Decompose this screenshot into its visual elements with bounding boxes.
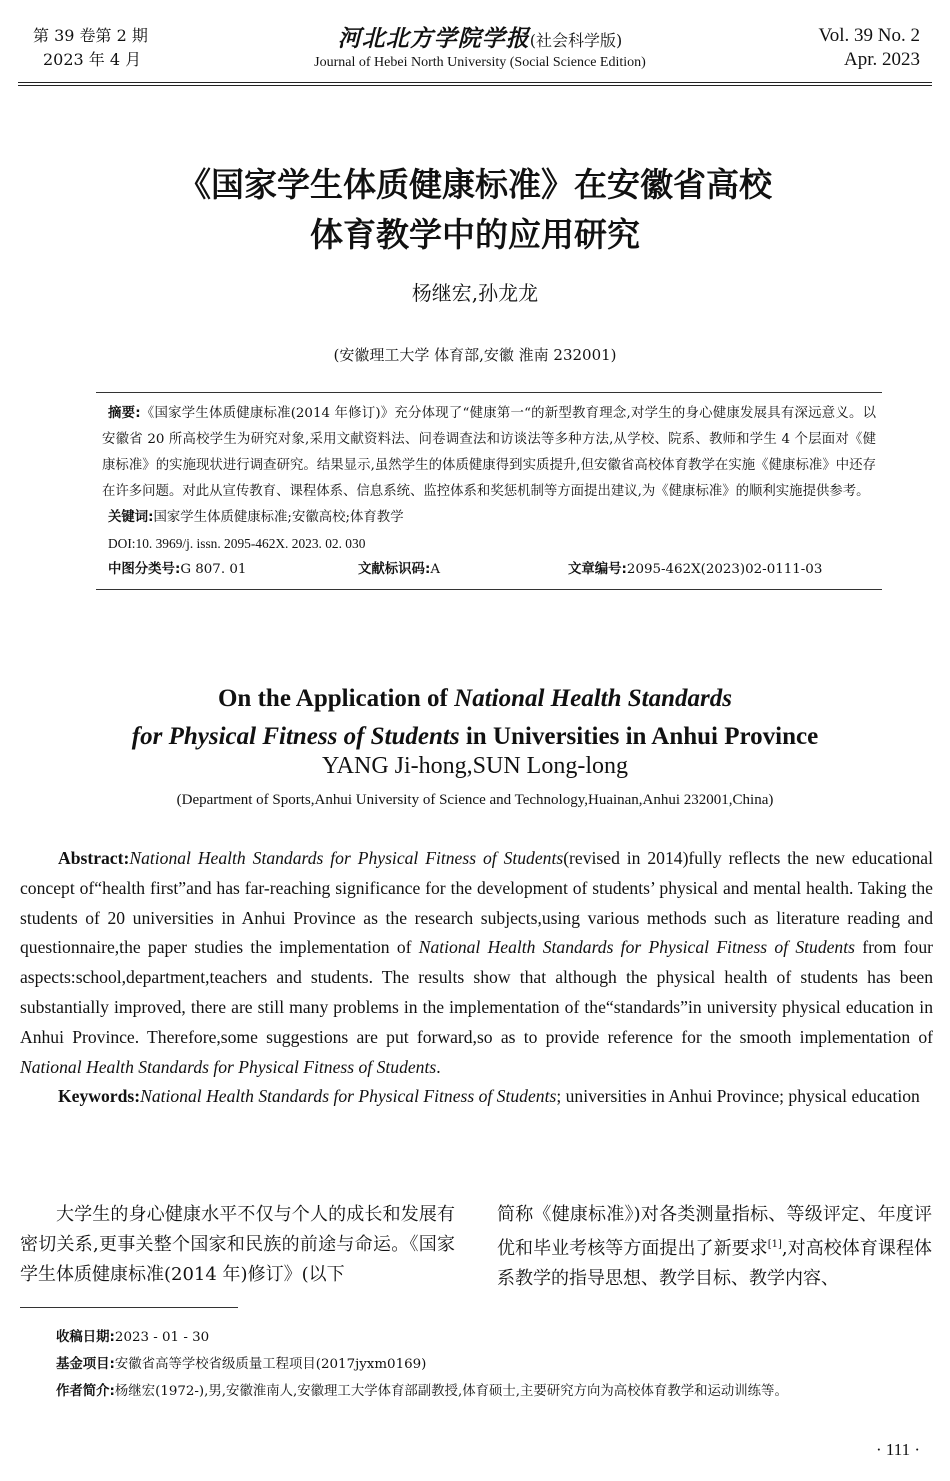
citation-ref: [1] [767, 1239, 782, 1250]
fund-value: 安徽省高等学校省级质量工程项目(2017jyxm0169) [114, 1357, 427, 1372]
journal-edition-cn: (社会科学版) [529, 31, 623, 50]
page-number: · 111 · [875, 1440, 920, 1459]
clc-field [102, 557, 358, 583]
article-no-value: 2095-462X(2023)02-0111-03 [626, 562, 823, 577]
header-right [818, 24, 920, 72]
abstract-en-italic1: National Health Standards for Physical Fitness of Students [129, 848, 564, 868]
footnote-rule [20, 1307, 238, 1308]
journal-logo-cn: 河北北方学院学报 [337, 25, 530, 52]
keywords-en-rest: ; universities in Anhui Province; physical education [556, 1086, 920, 1107]
body-right-text-b: ,对高校体育课程体系教学的指导思想、教学目标、教学内容、 [497, 1238, 932, 1289]
doi-text: DOI:10. 3969/j. issn. 2095-462X. 2023. 02. 030 [108, 536, 366, 551]
clc-value: G 807. 01 [180, 562, 247, 577]
doc-code-label: 文献标识码: [358, 562, 431, 577]
body-right-column [497, 1200, 932, 1294]
clc-label: 中图分类号: [108, 562, 181, 577]
title-en-part4: in Universities in Anhui Province [459, 723, 819, 750]
title-cn [0, 160, 950, 260]
author-bio-value: 杨继宏(1972-),男,安徽淮南人,安徽理工大学体育部副教授,体育硕士,主要研究方向为高校体育教学和运动训练等。 [114, 1384, 788, 1399]
abstract-en-text3: . [436, 1056, 441, 1077]
title-en-part1: On the Application of [217, 685, 455, 712]
keywords-cn [102, 505, 876, 531]
header-left [33, 24, 148, 72]
abstract-en-label: Abstract: [58, 848, 130, 868]
affiliation-cn: (安徽理工大学 体育部,安徽 淮南 232001) [333, 346, 617, 364]
title-en [0, 680, 950, 756]
volume-en: Vol. 39 No. 2 [818, 25, 920, 46]
abstract-cn-box [96, 392, 882, 590]
volume-cn: 第 39 卷第 2 期 [33, 26, 148, 45]
header-rule [18, 82, 932, 86]
abstract-en-text2: from four aspects:school,department,teachers and students. The results show that although the physical health of students has been substantially improved, there are still many problems in the implementation of the“standards”in university physical education in Anhui Province. Therefore,some suggestions are put forward,so as to provide reference for the smooth implementation of [20, 937, 933, 1047]
abstract-cn [102, 401, 876, 505]
keywords-cn-label: 关键词: [108, 510, 154, 525]
title-en-part3: for Physical Fitness of Students [131, 723, 460, 750]
affiliation-en: (Department of Sports,Anhui University of Science and Technology,Huainan,Anhui 232001,China) [176, 792, 774, 808]
abstract-en-italic2: National Health Standards for Physical Fitness of Students [418, 937, 855, 958]
date-en: Apr. 2023 [844, 49, 920, 70]
abstract-cn-text: 《国家学生体质健康标准(2014 年修订)》充分体现了“健康第一“的新型教育理念,对学生的身心健康发展具有深远意义。以安徽省 20 所高校学生为研究对象,采用文献资料法、问卷调查法和访谈法等多种方法,从学校、院系、教师和学生 4 个层面对《健康标准》的实施现状进行调查研究。结果显示,虽然学生的体质健康得到实质提升,但安徽省高校体育教学在实施《健康标准》中还存在许多问题。对此从宣传教育、课程体系、信息系统、监控体系和奖惩机制等方面提出建议,为《健康标准》的顺利实施提供参考。 [102, 406, 876, 499]
journal-name-en: Journal of Hebei North University (Social Science Edition) [314, 55, 646, 70]
received-value: 2023 - 01 - 30 [114, 1330, 210, 1345]
body-left-column: 大学生的身心健康水平不仅与个人的成长和发展有密切关系,更事关整个国家和民族的前途与命运。《国家学生体质健康标准(2014 年)修订》(以下 [20, 1204, 455, 1285]
abstract-en [20, 844, 933, 1112]
keywords-en-label: Keywords: [58, 1086, 141, 1107]
body-right-text-a: 简称《健康标准》)对各类测量指标、等级评定、年度评优和毕业考核等方面提出了新要求 [497, 1204, 932, 1259]
classification-row [102, 557, 876, 583]
article-no-field [568, 557, 822, 583]
title-en-part2: National Health Standards [454, 685, 732, 712]
authors-cn: 杨继宏,孙龙龙 [411, 281, 539, 305]
abstract-en-italic3: National Health Standards for Physical Fitness of Students [20, 1056, 437, 1077]
author-bio-label: 作者简介: [56, 1384, 115, 1399]
received-label: 收稿日期: [56, 1330, 115, 1345]
header-center [250, 20, 710, 71]
doc-code-value: A [430, 562, 440, 577]
keywords-en-italic: National Health Standards for Physical Fitness of Students [140, 1086, 557, 1107]
abstract-en-paragraph [20, 844, 933, 1082]
authors-en: YANG Ji-hong,SUN Long-long [322, 753, 628, 779]
keywords-en-paragraph [20, 1082, 933, 1112]
abstract-en-text1: (revised in 2014)fully reflects the new educational concept of“health first”and has far-reaching significance for the development of students’ physical and mental health. Taking the students of 20 universities in Anhui Province as the research subjects,using various methods such as literature reading and questionnaire,the paper studies the implementation of [20, 848, 933, 958]
footnote-author [56, 1379, 936, 1405]
abstract-cn-label: 摘要: [108, 406, 141, 421]
footnote-fund [56, 1352, 936, 1378]
title-cn-line2: 体育教学中的应用研究 [310, 215, 640, 254]
keywords-cn-text: 国家学生体质健康标准;安徽高校;体育教学 [153, 510, 404, 525]
footnote-received [56, 1325, 936, 1351]
article-no-label: 文章编号: [568, 562, 627, 577]
fund-label: 基金项目: [56, 1357, 115, 1372]
date-cn: 2023 年 4 月 [43, 50, 142, 69]
title-cn-line1: 《国家学生体质健康标准》在安徽省高校 [178, 165, 772, 204]
doi [102, 531, 876, 557]
doc-code-field [358, 557, 568, 583]
